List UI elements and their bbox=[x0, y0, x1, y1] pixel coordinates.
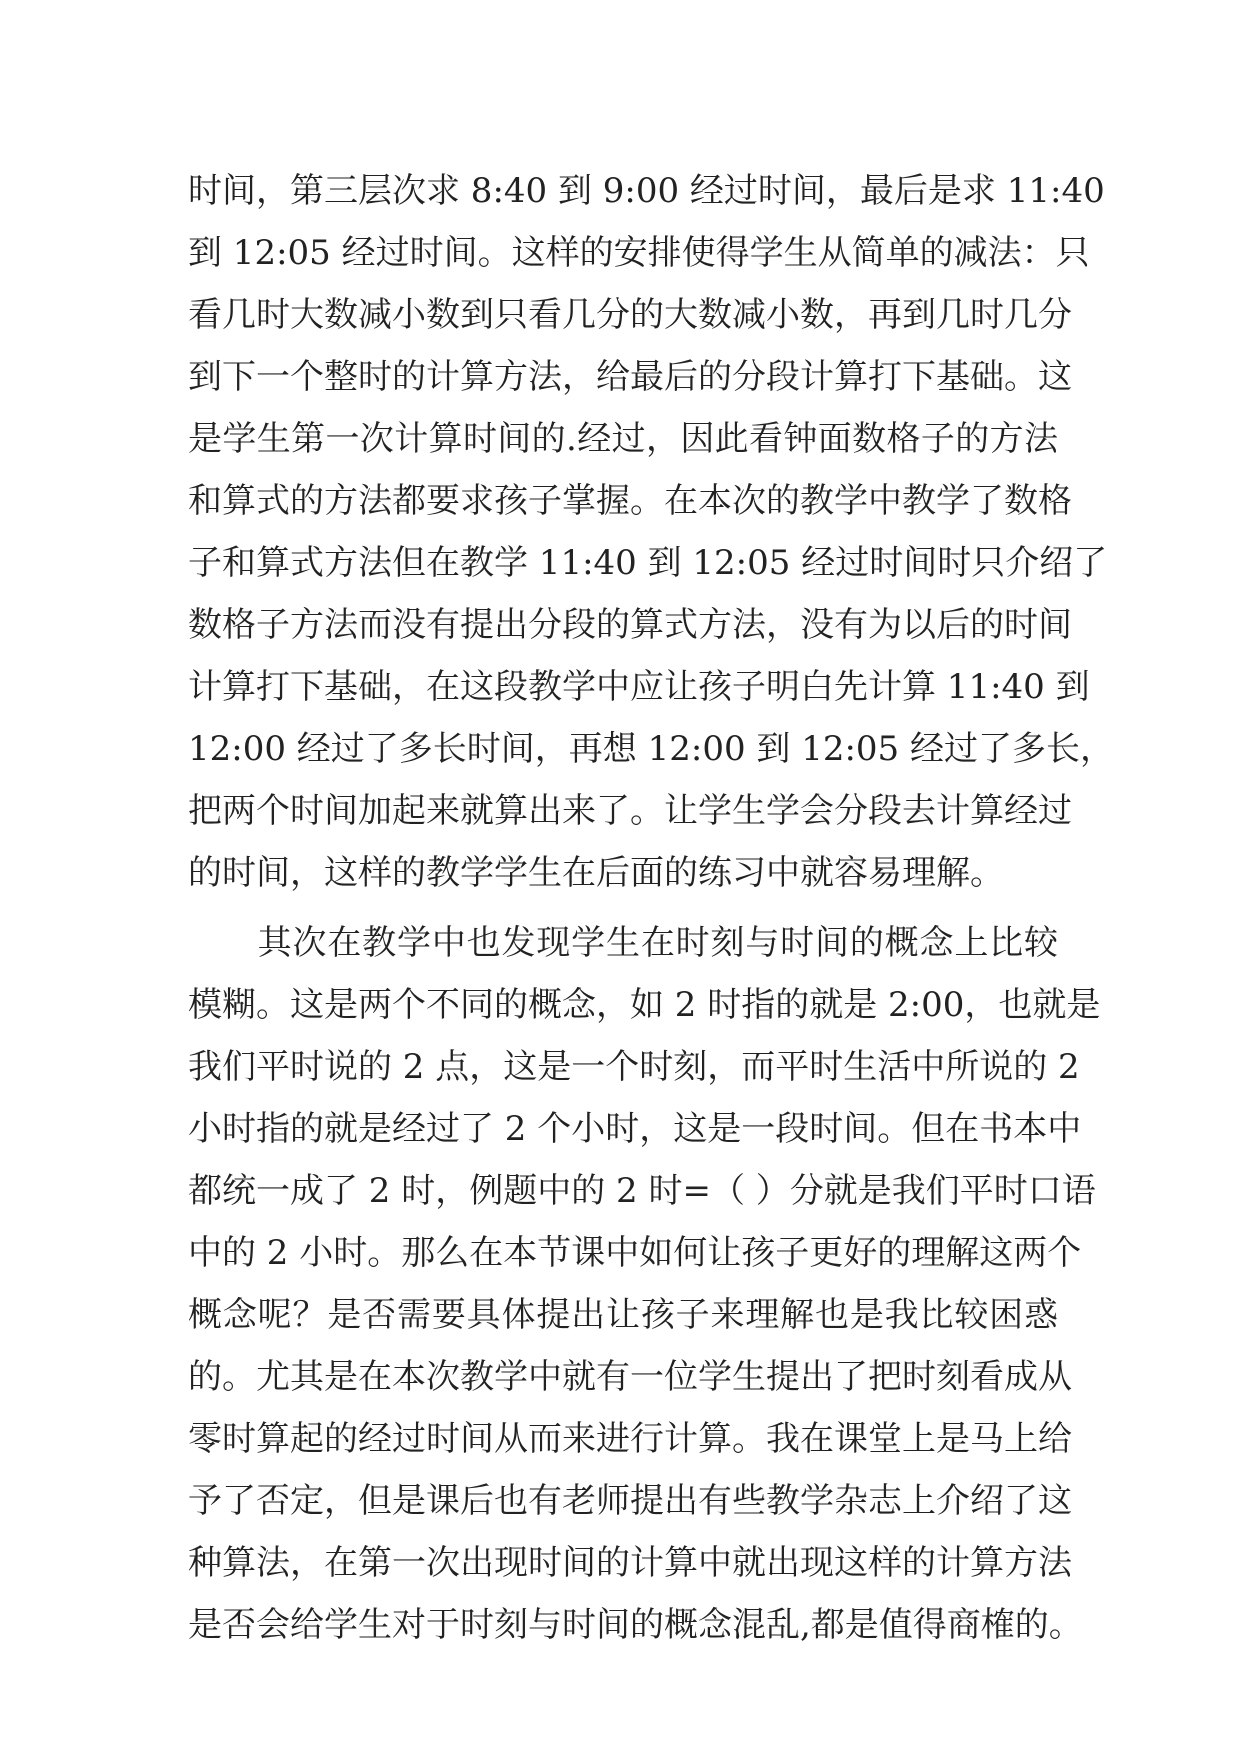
text-line: 是否会给学生对于时刻与时间的概念混乱,都是值得商榷的。 bbox=[188, 1605, 1083, 1645]
text-line: 到 12:05 经过时间。这样的安排使得学生从简单的减法：只 bbox=[188, 233, 1090, 273]
paragraph-gap bbox=[188, 904, 1058, 912]
text-line: 时间，第三层次求 8:40 到 9:00 经过时间，最后是求 11:40 bbox=[188, 171, 1105, 211]
text-line: 子和算式方法但在教学 11:40 到 12:05 经过时间时只介绍了 bbox=[188, 543, 1108, 583]
text-line: 12:00 经过了多长时间，再想 12:00 到 12:05 经过了多长， bbox=[188, 729, 1114, 769]
text-line: 零时算起的经过时间从而来进行计算。我在课堂上是马上给 bbox=[188, 1419, 1072, 1459]
text-line: 种算法，在第一次出现时间的计算中就出现这样的计算方法 bbox=[188, 1543, 1072, 1583]
text-line: 是学生第一次计算时间的.经过，因此看钟面数格子的方法 bbox=[188, 419, 1058, 459]
text-line: 都统一成了 2 时，例题中的 2 时=（ ）分就是我们平时口语 bbox=[188, 1171, 1096, 1211]
text-line: 数格子方法而没有提出分段的算式方法，没有为以后的时间 bbox=[188, 605, 1072, 645]
text-line: 模糊。这是两个不同的概念，如 2 时指的就是 2:00，也就是 bbox=[188, 985, 1101, 1025]
text-line: 和算式的方法都要求孩子掌握。在本次的教学中教学了数格 bbox=[188, 481, 1072, 521]
text-line: 的。尤其是在本次教学中就有一位学生提出了把时刻看成从 bbox=[188, 1357, 1072, 1397]
text-line: 予了否定，但是课后也有老师提出有些教学杂志上介绍了这 bbox=[188, 1481, 1072, 1521]
text-line: 计算打下基础，在这段教学中应让孩子明白先计算 11:40 到 bbox=[188, 667, 1090, 707]
text-line: 把两个时间加起来就算出来了。让学生学会分段去计算经过 bbox=[188, 791, 1072, 831]
text-line: 小时指的就是经过了 2 个小时，这是一段时间。但在书本中 bbox=[188, 1109, 1082, 1149]
text-line: 看几时大数减小数到只看几分的大数减小数，再到几时几分 bbox=[188, 295, 1072, 335]
text-line: 到下一个整时的计算方法，给最后的分段计算打下基础。这 bbox=[188, 357, 1072, 397]
text-line: 的时间，这样的教学学生在后面的练习中就容易理解。 bbox=[188, 853, 1004, 893]
paragraph-2 bbox=[188, 912, 1101, 1656]
paragraph-1 bbox=[188, 160, 1114, 904]
text-line: 我们平时说的 2 点，这是一个时刻，而平时生活中所说的 2 bbox=[188, 1047, 1080, 1087]
text-line: 其次在教学中也发现学生在时刻与时间的概念上比较 bbox=[188, 923, 1058, 963]
text-line: 中的 2 小时。那么在本节课中如何让孩子更好的理解这两个 bbox=[188, 1233, 1082, 1273]
document-body bbox=[188, 160, 1114, 1656]
text-line: 概念呢？是否需要具体提出让孩子来理解也是我比较困惑 bbox=[188, 1295, 1058, 1335]
